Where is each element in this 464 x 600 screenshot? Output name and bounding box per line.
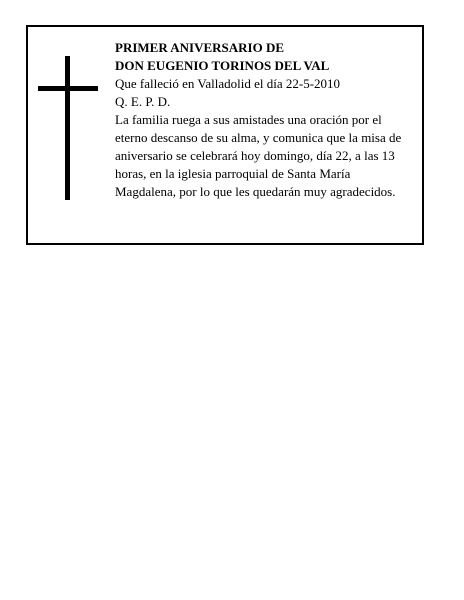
deceased-name: DON EUGENIO TORINOS DEL VAL [115,58,330,73]
qepd-text: Q. E. P. D. [115,94,171,109]
notice-title-line-1: PRIMER ANIVERSARIO DE [115,40,285,55]
body-line-2: eterno descanso de su alma, y comunica que la misa de [115,130,402,145]
cross-horizontal-bar [38,86,98,91]
cross-vertical-bar [65,56,70,200]
obituary-notice [26,25,424,245]
body-line-4: horas, en la iglesia parroquial de Santa María [115,166,351,181]
latin-cross-icon [38,56,98,200]
body-line-1: La familia ruega a sus amistades una oración por el [115,112,382,127]
body-line-3: aniversario se celebrará hoy domingo, día 22, a las 13 [115,148,395,163]
death-info: Que falleció en Valladolid el día 22-5-2010 [115,76,341,91]
body-line-5: Magdalena, por lo que les quedarán muy agradecidos. [115,184,396,199]
notice-text [115,39,420,201]
